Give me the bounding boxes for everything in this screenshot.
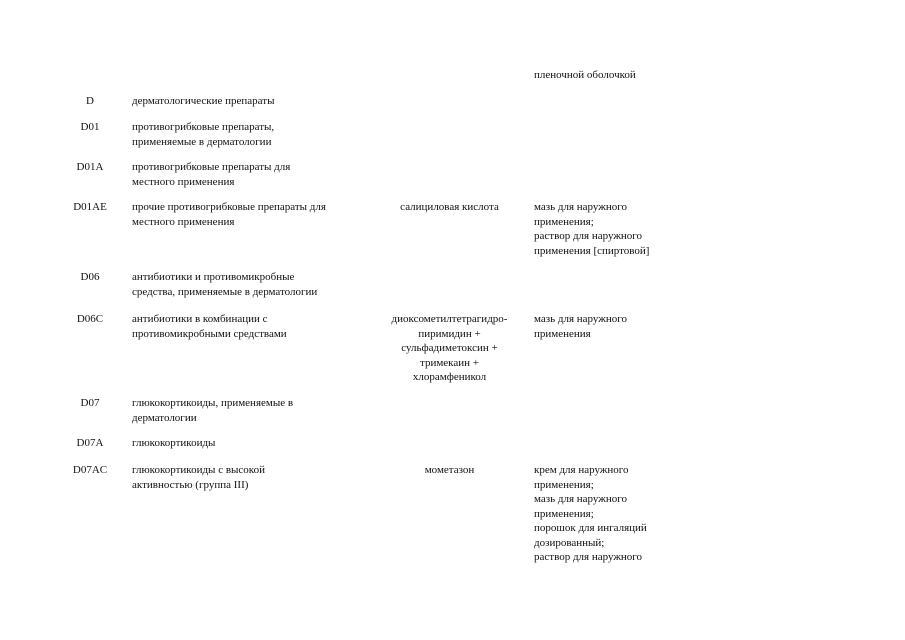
- atc-description-line: дерматологии: [132, 411, 197, 424]
- atc-code: D07A: [76, 437, 104, 449]
- dosage-forms-line: мазь для наружного: [534, 493, 627, 505]
- atc-description: [132, 200, 367, 229]
- atc-code: D: [86, 95, 94, 107]
- atc-description: [132, 463, 367, 492]
- drug-name-line: салициловая кислота: [400, 201, 499, 213]
- drug-name: [372, 463, 527, 478]
- continuation-text: [534, 68, 684, 83]
- dosage-forms: [534, 200, 694, 258]
- atc-description-line: глюкокортикоиды: [132, 437, 216, 449]
- atc-description-line: глюкокортикоиды с высокой: [132, 464, 265, 476]
- atc-description-line: активностью (группа III): [132, 478, 249, 491]
- dosage-forms-line: мазь для наружного: [534, 201, 627, 213]
- drug-name-line: диоксометилтетрагидро-: [391, 313, 508, 325]
- atc-description-line: дерматологические препараты: [132, 95, 275, 107]
- atc-code: D01: [80, 121, 100, 133]
- drug-name-line: тримекаин +: [420, 356, 479, 369]
- atc-description: [132, 312, 367, 341]
- dosage-forms-line: мазь для наружного: [534, 313, 627, 325]
- atc-description-line: противогрибковые препараты для: [132, 161, 291, 173]
- dosage-forms-line: применения: [534, 327, 591, 340]
- atc-code: D06: [80, 271, 100, 283]
- drug-name: [372, 312, 527, 385]
- drug-name-line: мометазон: [424, 464, 475, 476]
- atc-description: [132, 94, 367, 109]
- atc-code: D01A: [76, 161, 104, 173]
- dosage-forms-line: дозированный;: [534, 536, 605, 549]
- atc-description: [132, 270, 367, 299]
- atc-description: [132, 436, 367, 451]
- atc-description-line: местного применения: [132, 175, 235, 188]
- atc-description-line: противомикробными средствами: [132, 327, 287, 340]
- dosage-forms-line: применения [спиртовой]: [534, 244, 650, 257]
- dosage-forms-line: применения;: [534, 478, 594, 491]
- atc-code: D07AC: [72, 464, 108, 476]
- drug-name: [372, 200, 527, 215]
- drug-name-line: сульфадиметоксин +: [401, 342, 498, 354]
- atc-description: [132, 396, 367, 425]
- continuation-line: пленочной оболочкой: [534, 69, 636, 81]
- dosage-forms: [534, 463, 694, 565]
- atc-description-line: прочие противогрибковые препараты для: [132, 201, 326, 213]
- atc-description-line: антибиотики и противомикробные: [132, 271, 295, 283]
- dosage-forms-line: применения;: [534, 215, 594, 228]
- atc-description-line: антибиотики в комбинации с: [132, 313, 268, 325]
- dosage-forms: [534, 312, 694, 341]
- atc-code: D06C: [76, 313, 104, 325]
- atc-description: [132, 120, 367, 149]
- dosage-forms-line: раствор для наружного: [534, 230, 643, 242]
- atc-description-line: глюкокортикоиды, применяемые в: [132, 397, 294, 409]
- atc-code: D07: [80, 397, 100, 409]
- dosage-forms-line: применения;: [534, 507, 594, 520]
- drug-name-line: хлорамфеникол: [412, 371, 487, 383]
- atc-description-line: применяемые в дерматологии: [132, 135, 272, 148]
- drug-name-line: пиримидин +: [418, 327, 481, 340]
- dosage-forms-line: крем для наружного: [534, 464, 629, 476]
- atc-code: D01AE: [73, 201, 107, 213]
- atc-description-line: местного применения: [132, 215, 235, 228]
- dosage-forms-line: порошок для ингаляций: [534, 522, 647, 534]
- atc-description: [132, 160, 367, 189]
- atc-description-line: противогрибковые препараты,: [132, 121, 275, 133]
- dosage-forms-line: раствор для наружного: [534, 551, 643, 563]
- atc-description-line: средства, применяемые в дерматологии: [132, 285, 318, 298]
